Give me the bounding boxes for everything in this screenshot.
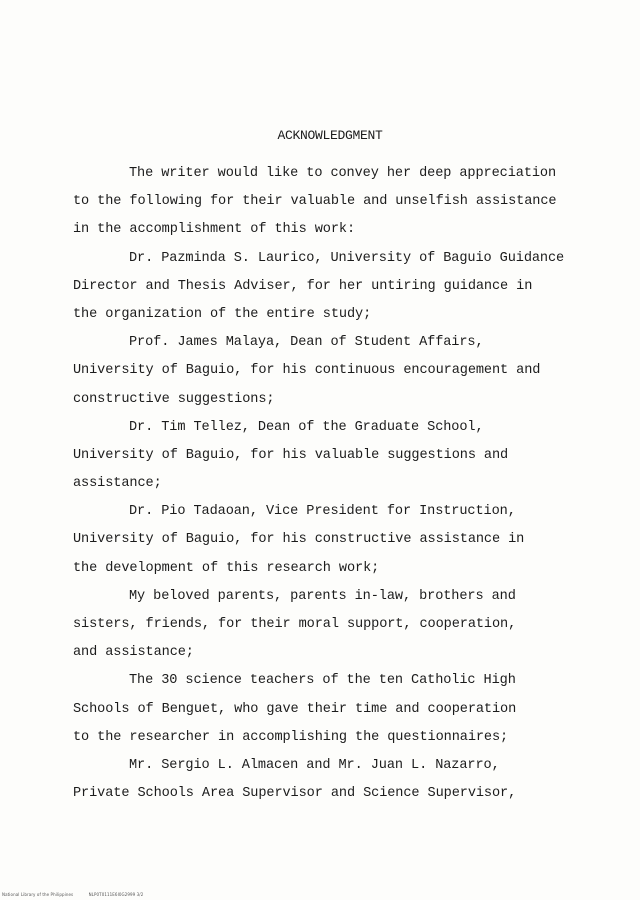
text-line: constructive suggestions; [73,391,275,407]
text-line: Dr. Pio Tadaoan, Vice President for Instruction, [129,504,516,520]
text-line: Director and Thesis Adviser, for her untiring guidance in [73,278,533,294]
text-line: to the researcher in accomplishing the questionnaires; [73,729,509,745]
footer-library: National Library of the Philippines [2,892,74,897]
page-title: ACKNOWLEDGMENT [277,128,383,143]
text-line: the organization of the entire study; [73,306,372,322]
text-line: Private Schools Area Supervisor and Science Supervisor, [73,786,517,802]
text-line: University of Baguio, for his continuous encouragement and [73,363,541,379]
text-line: assistance; [73,476,162,492]
text-line: to the following for their valuable and unselfish assistance [73,194,557,210]
scan-footer [2,892,157,897]
text-line: and assistance; [73,645,194,661]
text-line: sisters, friends, for their moral support, cooperation, [73,617,517,632]
footer-code: NLP0T0111E6I0G2999 3/2 [88,892,144,897]
text-line: University of Baguio, for his valuable suggestions and [73,447,509,463]
text-line: My beloved parents, parents in-law, brothers and [129,588,516,604]
text-line: University of Baguio, for his constructive assistance in [73,532,525,548]
text-line: in the accomplishment of this work: [73,222,356,238]
text-line: Prof. James Malaya, Dean of Student Affairs, [129,335,484,351]
text-line: Mr. Sergio L. Almacen and Mr. Juan L. Nazarro, [129,757,500,773]
text-line: Dr. Pazminda S. Laurico, University of Baguio Guidance [129,250,565,266]
acknowledgment-body [73,160,593,808]
text-line: Schools of Benguet, who gave their time and cooperation [73,701,517,717]
text-line: the development of this research work; [73,560,380,576]
text-line: The writer would like to convey her deep appreciation [129,166,557,181]
text-line: The 30 science teachers of the ten Catholic High [129,673,516,689]
text-line: Dr. Tim Tellez, Dean of the Graduate School, [129,419,484,435]
